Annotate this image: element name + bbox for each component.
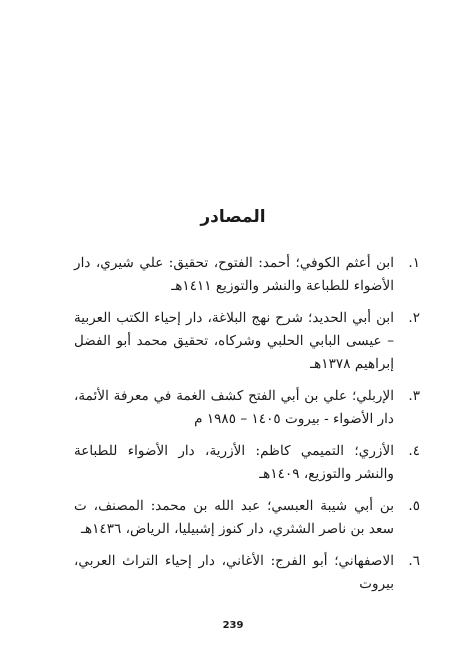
reference-item	[74, 550, 420, 596]
reference-text: ابن أعثم الكوفي؛ أحمد: الفتوح، تحقيق: علي شيري، دار الأضواء للطباعة والنشر والتوزيع ١٤١١هـ	[74, 255, 394, 294]
reference-number: ٤.	[408, 443, 420, 459]
reference-text: الإربلي؛ علي بن أبي الفتح كشف الغمة في معرفة الأئمة، دار الأضواء - بيروت ١٤٠٥ – ١٩٨٥ م	[74, 388, 394, 427]
reference-number: ١.	[408, 255, 420, 271]
reference-text: الاصفهاني؛ أبو الفرج: الأغاني، دار إحياء التراث العربي، بيروت	[74, 553, 394, 592]
reference-item	[74, 440, 420, 486]
reference-number: ٣.	[408, 388, 420, 404]
reference-text: الأزري؛ التميمي كاظم: الأزرية، دار الأضواء للطباعة والنشر والتوزيع، ١٤٠٩هـ	[74, 443, 394, 482]
reference-item	[74, 252, 420, 298]
reference-item	[74, 385, 420, 431]
reference-item	[74, 307, 420, 376]
reference-text: بن أبي شيبة العبسي؛ عبد الله بن محمد: المصنف، ت سعد بن ناصر الشثري، دار كنوز إشبيليا، الرياض، ١٤٣٦هـ	[74, 498, 394, 537]
reference-item	[74, 495, 420, 541]
reference-text: ابن أبي الحديد؛ شرح نهج البلاغة، دار إحياء الكتب العربية – عيسى البابي الحلبي وشركاه، تحقيق محمد أبو الفضل إبراهيم ١٣٧٨هـ	[74, 310, 394, 372]
section-heading: المصادر	[200, 207, 266, 227]
reference-number: ٦.	[408, 553, 420, 569]
references-list	[74, 252, 420, 605]
page-number: 239	[222, 620, 244, 631]
reference-number: ٢.	[408, 310, 420, 326]
reference-number: ٥.	[408, 498, 420, 514]
